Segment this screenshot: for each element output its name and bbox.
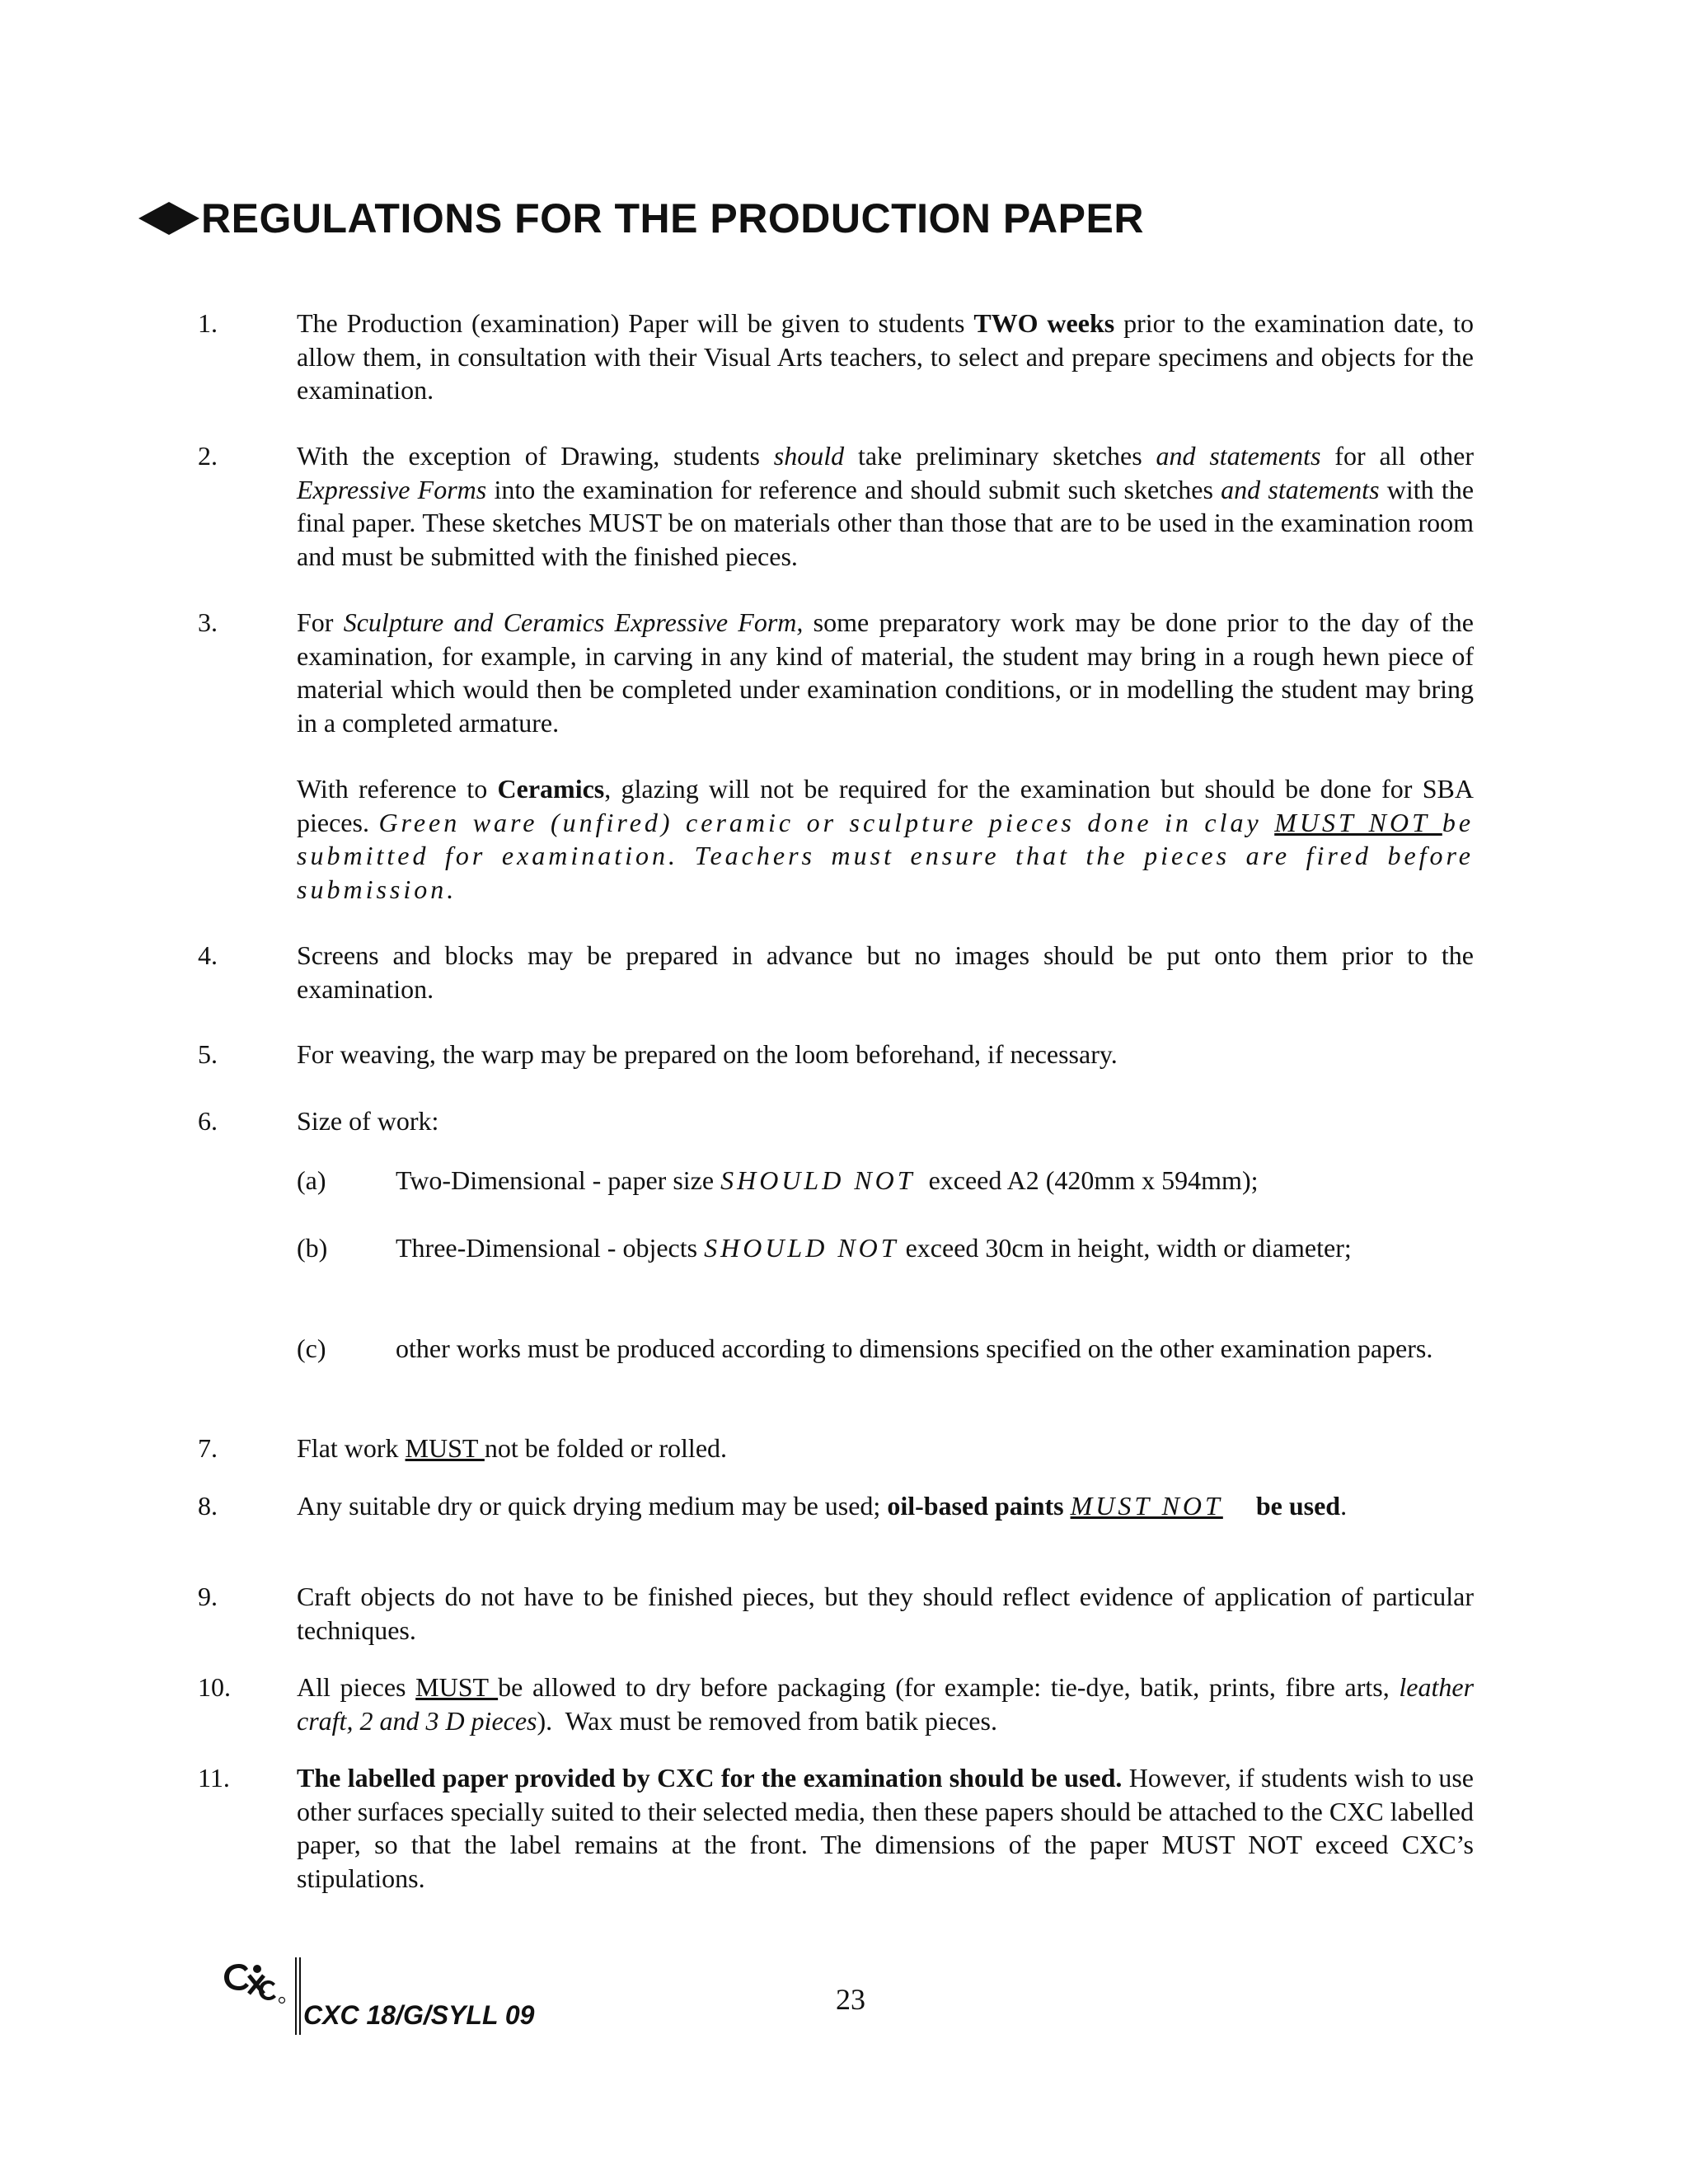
sub-item-label: (a) xyxy=(297,1165,326,1195)
item-text: All pieces MUST be allowed to dry before packaging (for example: tie-dye, batik, prints, fibre arts, leather craft, 2 and 3 D pieces). Wax must be removed from batik pieces. xyxy=(297,1672,1475,1736)
sub-item-text: Three-Dimensional - objects SHOULD NOT exceed 30cm in height, width or diameter; xyxy=(396,1233,1352,1263)
item-number: 5. xyxy=(198,1039,218,1069)
item-number: 10. xyxy=(198,1672,231,1702)
item-text: The Production (examination) Paper will be given to students TWO weeks prior to the examination date, to allow them, in consultation with their Visual Arts teachers, to select and prepare specimens and objects for the examination. xyxy=(297,308,1475,405)
item-number: 8. xyxy=(198,1491,218,1521)
sub-item-label: (c) xyxy=(297,1333,326,1363)
item-text: For Sculpture and Ceramics Expressive Form, some preparatory work may be done prior to the day of the examination, for example, in carving in any kind of material, the student may bring in a rough hewn piece of material which would then be completed under examination conditions, or in modelling the student may bring in a completed armature. With reference to Ceramics, glazing will not be required for the examination but should be done for SBA pieces. Green ware (unfired) ceramic or sculpture pieces done in clay MUST NOT be submitted for examination. Teachers must ensure that the pieces are fired before submission. xyxy=(297,607,1475,904)
item-text: The labelled paper provided by CXC for the examination should be used. However, if students wish to use other surfaces specially suited to their selected media, then these papers should be attached to the CXC labelled paper, so that the label remains at the front. The dimensions of the paper MUST NOT exceed CXC’s stipulations. xyxy=(297,1763,1475,1893)
item-number: 1. xyxy=(198,308,218,338)
syllabus-code: CXC 18/G/SYLL 09 xyxy=(303,2000,535,2030)
item-number: 11. xyxy=(198,1763,230,1793)
item-text: Any suitable dry or quick drying medium may be used; oil-based paints MUST NOT be used. xyxy=(297,1491,1348,1521)
item-number: 7. xyxy=(198,1433,218,1463)
item-text: For weaving, the warp may be prepared on the loom beforehand, if necessary. xyxy=(297,1039,1118,1069)
diamond-bullet-icon xyxy=(138,202,199,235)
item-number: 6. xyxy=(198,1106,218,1136)
sub-item-text: Two-Dimensional - paper size SHOULD NOT exceed A2 (420mm x 594mm); xyxy=(396,1165,1259,1195)
item-text: With the exception of Drawing, students should take preliminary sketches and statements for all other Expressive Forms into the examination for reference and should submit such sketches and statements with the final paper. These sketches MUST be on materials other than those that are to be used in the examination room and must be submitted with the finished pieces. xyxy=(297,441,1475,571)
item-text: Screens and blocks may be prepared in advance but no images should be put onto them prior to the examination. xyxy=(297,940,1474,1004)
cxc-logo-icon xyxy=(221,1957,288,2007)
footer-divider xyxy=(295,1957,301,2035)
section-heading xyxy=(138,194,1144,242)
item-text: Flat work MUST not be folded or rolled. xyxy=(297,1433,728,1463)
item-number: 3. xyxy=(198,607,218,637)
sub-item-text: other works must be produced according to dimensions specified on the other examination papers. xyxy=(396,1333,1433,1363)
heading-text: REGULATIONS FOR THE PRODUCTION PAPER xyxy=(201,195,1144,241)
page-footer xyxy=(221,1957,1540,2040)
sub-item-label: (b) xyxy=(297,1233,328,1263)
item-text: Craft objects do not have to be finished pieces, but they should reflect evidence of application of particular techniques. xyxy=(297,1582,1474,1645)
item-number: 2. xyxy=(198,441,218,471)
item-number: 4. xyxy=(198,940,218,970)
item-number: 9. xyxy=(198,1582,218,1611)
item-text: Size of work: xyxy=(297,1106,439,1136)
page-number: 23 xyxy=(836,1983,865,2016)
